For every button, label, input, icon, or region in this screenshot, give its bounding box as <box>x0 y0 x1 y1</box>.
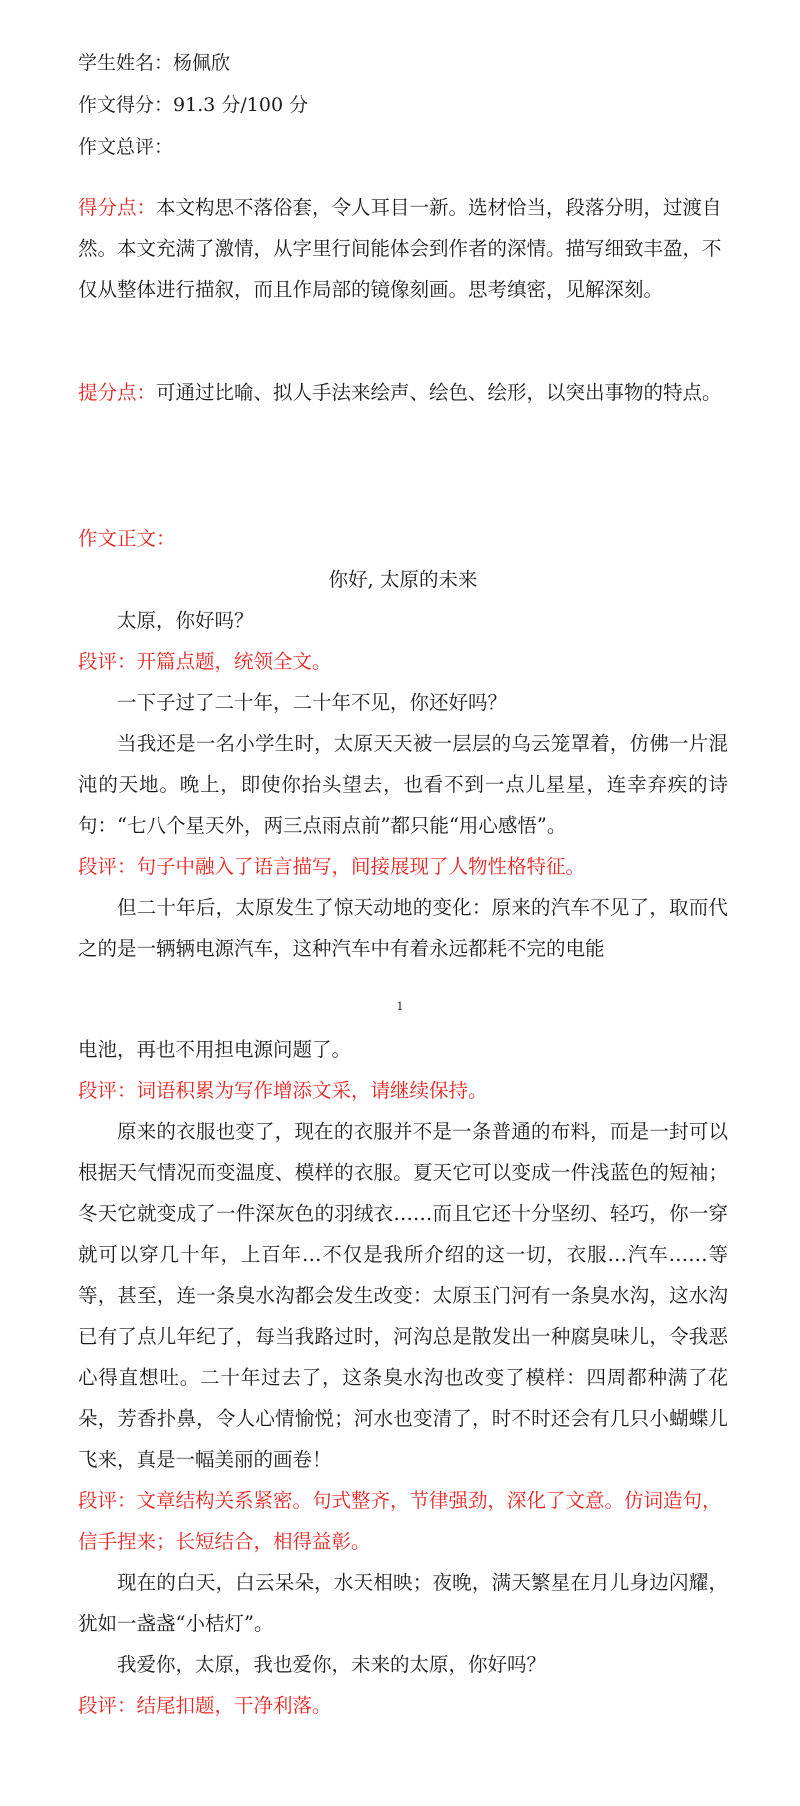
student-name-value: 杨佩欣 <box>173 52 231 74</box>
essay-paragraph: 现在的白天，白云呆朵，水天相映；夜晚，满天繁星在月儿身边闪耀，犹如一盏盏“小桔灯”。 <box>78 1571 728 1635</box>
improve-text: 可通过比喻、拟人手法来绘声、绘色、绘形，以突出事物的特点。 <box>156 381 722 404</box>
score-label: 作文得分： <box>78 94 174 116</box>
student-name-line <box>78 42 728 84</box>
review-label: 作文总评： <box>78 136 174 158</box>
essay-paragraph: 但二十年后，太原发生了惊天动地的变化：原来的汽车不见了，取而代之的是一辆辆电源汽车，这种汽车中有着永远都耗不完的电能 <box>78 896 728 960</box>
improve-label: 提分点： <box>78 381 157 404</box>
essay-paragraph: 当我还是一名小学生时，太原天天被一层层的乌云笼罩着，仿佛一片混沌的天地。晚上，即使你抬头望去，也看不到一点儿星星，连幸弃疾的诗句：“七八个星天外，两三点雨点前”都只能“用心感悟”。 <box>78 732 728 837</box>
paragraph-comment: 段评：开篇点题，统领全文。 <box>78 650 332 673</box>
student-info <box>78 42 728 168</box>
essay-title: 你好, 太原的未来 <box>328 568 478 591</box>
improve-paragraph <box>78 372 728 413</box>
paragraph-comment: 段评：句子中融入了语言描写，间接展现了人物性格特征。 <box>78 855 586 878</box>
essay-paragraph-continued: 电池，再也不用担电源问题了。 <box>78 1038 352 1061</box>
essay-paragraph: 太原，你好吗？ <box>117 609 254 632</box>
score-line <box>78 84 728 126</box>
essay-paragraph: 我爱你，太原，我也爱你，未来的太原，你好吗？ <box>117 1653 547 1676</box>
essay-paragraph: 原来的衣服也变了，现在的衣服并不是一条普通的布料，而是一封可以根据天气情况而变温度、模样的衣服。夏天它可以变成一件浅蓝色的短袖；冬天它就变成了一件深灰色的羽绒衣……而且它还十分坚纫、轻巧，你一穿就可以穿几十年，上百年…不仅是我所介绍的这一切，衣服…汽车……等等，甚至，连一条臭水沟都会发生改变：太原玉门河有一条臭水沟，这水沟已有了点儿年纪了，每当我路过时，河沟总是散发出一种腐臭味儿，令我恶心得直想吐。二十年过去了，这条臭水沟也改变了模样：四周都种满了花朵，芳香扑鼻，令人心情愉悦；河水也变清了，时不时还会有几只小蝴蝶儿飞来，真是一幅美丽的画卷！ <box>78 1120 728 1471</box>
merit-paragraph <box>78 187 728 310</box>
student-name-label: 学生姓名： <box>78 52 174 74</box>
paragraph-comment: 段评：文章结构关系紧密。句式整齐，节律强劲，深化了文意。仿词造句，信手捏来；长短结合，相得益彰。 <box>78 1489 722 1553</box>
paragraph-comment: 段评：结尾扣题，干净利落。 <box>78 1694 332 1717</box>
paragraph-comment: 段评：词语积累为写作增添文采，请继续保持。 <box>78 1079 488 1102</box>
score-value: 91.3 分/100 分 <box>173 94 309 116</box>
essay-section-label: 作文正文： <box>78 527 176 550</box>
essay-paragraph: 一下子过了二十年，二十年不见，你还好吗？ <box>117 691 508 714</box>
essay-body <box>78 518 728 969</box>
page-number: 1 <box>396 1000 404 1013</box>
essay-body-continued <box>78 1029 728 1726</box>
merit-text: 本文构思不落俗套，令人耳目一新。选材恰当，段落分明，过渡自然。本文充满了激情，从字里行间能体会到作者的深情。描写细致丰盈，不仅从整体进行描叙，而且作局部的镜像刻画。思考缜密，见解深刻。 <box>78 196 722 301</box>
merit-label: 得分点： <box>78 196 157 219</box>
